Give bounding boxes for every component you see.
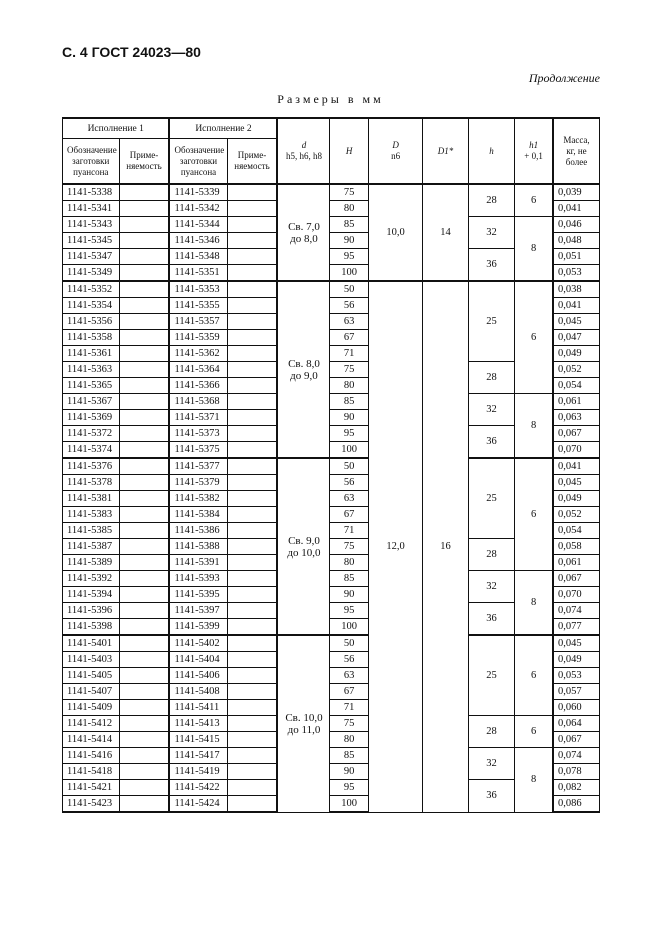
mass-cell: 0,057 (553, 684, 600, 700)
header-h1 (515, 118, 553, 184)
h1-cell: 6 (515, 716, 553, 748)
header-d (277, 118, 329, 184)
mass-cell: 0,067 (553, 571, 600, 587)
mass-cell: 0,054 (553, 523, 600, 539)
designation-1-cell: 1141-5341 (63, 201, 120, 217)
mass-cell: 0,070 (553, 442, 600, 459)
applicability-2-cell (227, 587, 277, 603)
designation-1-cell: 1141-5423 (63, 796, 120, 813)
header-D (368, 118, 423, 184)
mass-cell: 0,045 (553, 475, 600, 491)
mass-cell: 0,077 (553, 619, 600, 636)
applicability-1-cell (119, 539, 169, 555)
designation-1-cell: 1141-5401 (63, 635, 120, 652)
applicability-2-cell (227, 394, 277, 410)
applicability-2-cell (227, 458, 277, 475)
designation-1-cell: 1141-5389 (63, 555, 120, 571)
mass-cell: 0,052 (553, 507, 600, 523)
designation-1-cell: 1141-5349 (63, 265, 120, 282)
designation-2-cell: 1141-5359 (169, 330, 227, 346)
designation-1-cell: 1141-5405 (63, 668, 120, 684)
H-cell: 80 (330, 201, 368, 217)
designation-2-cell: 1141-5388 (169, 539, 227, 555)
D-cell: 12,0 (368, 281, 423, 812)
designation-2-cell: 1141-5386 (169, 523, 227, 539)
h-cell: 25 (468, 635, 514, 716)
designation-1-cell: 1141-5358 (63, 330, 120, 346)
D-cell: 10,0 (368, 184, 423, 281)
H-cell: 63 (330, 314, 368, 330)
designation-2-cell: 1141-5399 (169, 619, 227, 636)
H-cell: 85 (330, 748, 368, 764)
applicability-2-cell (227, 426, 277, 442)
table-row (63, 394, 600, 410)
mass-cell: 0,064 (553, 716, 600, 732)
h1-cell: 8 (515, 217, 553, 282)
mass-cell: 0,046 (553, 217, 600, 233)
designation-2-cell: 1141-5373 (169, 426, 227, 442)
h-cell: 28 (468, 716, 514, 748)
H-cell: 90 (330, 410, 368, 426)
applicability-2-cell (227, 523, 277, 539)
mass-cell: 0,060 (553, 700, 600, 716)
h-cell: 32 (468, 571, 514, 603)
applicability-1-cell (119, 330, 169, 346)
mass-cell: 0,049 (553, 346, 600, 362)
designation-1-cell: 1141-5412 (63, 716, 120, 732)
applicability-1-cell (119, 764, 169, 780)
table-caption: Размеры в мм (277, 92, 384, 106)
applicability-2-cell (227, 603, 277, 619)
h-cell: 28 (468, 539, 514, 571)
applicability-1-cell (119, 587, 169, 603)
d-range-cell: Св. 9,0 до 10,0 (277, 458, 329, 635)
h-cell: 36 (468, 603, 514, 636)
d-range-cell: Св. 7,0 до 8,0 (277, 184, 329, 281)
designation-1-cell: 1141-5385 (63, 523, 120, 539)
designation-2-cell: 1141-5366 (169, 378, 227, 394)
header-primenyaemost-1: Приме- няемость (119, 139, 169, 185)
H-cell: 75 (330, 362, 368, 378)
h1-cell: 8 (515, 748, 553, 813)
header-d-tolerance: h5, h6, h8 (285, 151, 322, 161)
H-cell: 71 (330, 700, 368, 716)
mass-cell: 0,058 (553, 539, 600, 555)
H-cell: 50 (330, 281, 368, 298)
designation-1-cell: 1141-5409 (63, 700, 120, 716)
header-H: H (330, 118, 368, 184)
header-massa: Масса, кг, не более (553, 118, 600, 184)
mass-cell: 0,063 (553, 410, 600, 426)
designation-1-cell: 1141-5372 (63, 426, 120, 442)
H-cell: 90 (330, 764, 368, 780)
applicability-1-cell (119, 201, 169, 217)
H-cell: 56 (330, 652, 368, 668)
applicability-2-cell (227, 442, 277, 459)
table-row (63, 281, 600, 298)
applicability-2-cell (227, 764, 277, 780)
designation-2-cell: 1141-5395 (169, 587, 227, 603)
applicability-1-cell (119, 555, 169, 571)
applicability-1-cell (119, 700, 169, 716)
applicability-1-cell (119, 265, 169, 282)
applicability-1-cell (119, 233, 169, 249)
designation-2-cell: 1141-5419 (169, 764, 227, 780)
H-cell: 100 (330, 619, 368, 636)
applicability-1-cell (119, 217, 169, 233)
applicability-2-cell (227, 475, 277, 491)
designation-1-cell: 1141-5421 (63, 780, 120, 796)
mass-cell: 0,049 (553, 652, 600, 668)
mass-cell: 0,051 (553, 249, 600, 265)
designation-2-cell: 1141-5362 (169, 346, 227, 362)
H-cell: 50 (330, 458, 368, 475)
designation-1-cell: 1141-5345 (63, 233, 120, 249)
designation-2-cell: 1141-5379 (169, 475, 227, 491)
applicability-2-cell (227, 652, 277, 668)
h1-cell: 6 (515, 458, 553, 571)
h1-cell: 6 (515, 184, 553, 217)
h-cell: 25 (468, 458, 514, 539)
applicability-2-cell (227, 330, 277, 346)
H-cell: 95 (330, 426, 368, 442)
mass-cell: 0,045 (553, 314, 600, 330)
applicability-1-cell (119, 394, 169, 410)
designation-1-cell: 1141-5343 (63, 217, 120, 233)
H-cell: 75 (330, 716, 368, 732)
mass-cell: 0,078 (553, 764, 600, 780)
applicability-2-cell (227, 346, 277, 362)
applicability-2-cell (227, 555, 277, 571)
h1-cell: 6 (515, 635, 553, 716)
applicability-2-cell (227, 378, 277, 394)
designation-1-cell: 1141-5398 (63, 619, 120, 636)
h-cell: 32 (468, 217, 514, 249)
applicability-1-cell (119, 442, 169, 459)
H-cell: 67 (330, 684, 368, 700)
H-cell: 67 (330, 330, 368, 346)
mass-cell: 0,039 (553, 184, 600, 201)
D1-cell: 16 (423, 281, 468, 812)
table-row (63, 716, 600, 732)
designation-1-cell: 1141-5367 (63, 394, 120, 410)
designation-2-cell: 1141-5377 (169, 458, 227, 475)
designation-2-cell: 1141-5371 (169, 410, 227, 426)
mass-cell: 0,052 (553, 362, 600, 378)
d-range-cell: Св. 8,0 до 9,0 (277, 281, 329, 458)
designation-1-cell: 1141-5383 (63, 507, 120, 523)
H-cell: 63 (330, 668, 368, 684)
applicability-2-cell (227, 619, 277, 636)
mass-cell: 0,045 (553, 635, 600, 652)
applicability-1-cell (119, 426, 169, 442)
H-cell: 67 (330, 507, 368, 523)
applicability-2-cell (227, 684, 277, 700)
designation-2-cell: 1141-5344 (169, 217, 227, 233)
applicability-2-cell (227, 700, 277, 716)
applicability-1-cell (119, 507, 169, 523)
table-row (63, 635, 600, 652)
h-cell: 32 (468, 748, 514, 780)
applicability-2-cell (227, 249, 277, 265)
H-cell: 95 (330, 249, 368, 265)
applicability-1-cell (119, 378, 169, 394)
applicability-1-cell (119, 410, 169, 426)
applicability-1-cell (119, 249, 169, 265)
applicability-1-cell (119, 298, 169, 314)
H-cell: 85 (330, 394, 368, 410)
h-cell: 36 (468, 426, 514, 459)
header-D-tolerance: n6 (391, 151, 401, 161)
designation-1-cell: 1141-5403 (63, 652, 120, 668)
H-cell: 80 (330, 378, 368, 394)
designation-2-cell: 1141-5397 (169, 603, 227, 619)
designation-1-cell: 1141-5338 (63, 184, 120, 201)
mass-cell: 0,049 (553, 491, 600, 507)
designation-1-cell: 1141-5365 (63, 378, 120, 394)
applicability-1-cell (119, 314, 169, 330)
applicability-1-cell (119, 748, 169, 764)
mass-cell: 0,061 (553, 555, 600, 571)
mass-cell: 0,053 (553, 668, 600, 684)
applicability-1-cell (119, 184, 169, 201)
table-row (63, 571, 600, 587)
mass-cell: 0,053 (553, 265, 600, 282)
designation-2-cell: 1141-5417 (169, 748, 227, 764)
designation-2-cell: 1141-5402 (169, 635, 227, 652)
H-cell: 100 (330, 265, 368, 282)
applicability-2-cell (227, 314, 277, 330)
H-cell: 95 (330, 780, 368, 796)
header-primenyaemost-2: Приме- няемость (227, 139, 277, 185)
applicability-2-cell (227, 217, 277, 233)
applicability-1-cell (119, 491, 169, 507)
mass-cell: 0,041 (553, 298, 600, 314)
designation-2-cell: 1141-5342 (169, 201, 227, 217)
H-cell: 100 (330, 796, 368, 813)
d-range-cell: Св. 10,0 до 11,0 (277, 635, 329, 812)
page-header: С. 4 ГОСТ 24023—80 (62, 44, 201, 60)
mass-cell: 0,048 (553, 233, 600, 249)
mass-cell: 0,074 (553, 603, 600, 619)
applicability-1-cell (119, 362, 169, 378)
h-cell: 25 (468, 281, 514, 362)
h-cell: 36 (468, 249, 514, 282)
mass-cell: 0,054 (553, 378, 600, 394)
header-oboznachenie-1: Обозначение заготовки пуансона (63, 139, 120, 185)
H-cell: 71 (330, 346, 368, 362)
continuation-label: Продолжение (528, 71, 600, 85)
designation-1-cell: 1141-5378 (63, 475, 120, 491)
applicability-2-cell (227, 281, 277, 298)
H-cell: 56 (330, 298, 368, 314)
applicability-1-cell (119, 458, 169, 475)
mass-cell: 0,067 (553, 732, 600, 748)
h1-cell: 8 (515, 571, 553, 636)
designation-1-cell: 1141-5363 (63, 362, 120, 378)
applicability-1-cell (119, 603, 169, 619)
h-cell: 32 (468, 394, 514, 426)
applicability-2-cell (227, 298, 277, 314)
H-cell: 90 (330, 587, 368, 603)
designation-1-cell: 1141-5381 (63, 491, 120, 507)
designation-2-cell: 1141-5357 (169, 314, 227, 330)
header-ispolnenie-1: Исполнение 1 (63, 118, 170, 139)
applicability-2-cell (227, 491, 277, 507)
H-cell: 71 (330, 523, 368, 539)
designation-1-cell: 1141-5418 (63, 764, 120, 780)
H-cell: 56 (330, 475, 368, 491)
designation-2-cell: 1141-5424 (169, 796, 227, 813)
h-cell: 36 (468, 780, 514, 813)
h1-cell: 8 (515, 394, 553, 459)
mass-cell: 0,082 (553, 780, 600, 796)
designation-2-cell: 1141-5351 (169, 265, 227, 282)
designation-1-cell: 1141-5394 (63, 587, 120, 603)
applicability-1-cell (119, 475, 169, 491)
applicability-2-cell (227, 201, 277, 217)
h-cell: 28 (468, 184, 514, 217)
h1-cell: 6 (515, 281, 553, 394)
mass-cell: 0,067 (553, 426, 600, 442)
designation-2-cell: 1141-5346 (169, 233, 227, 249)
designation-2-cell: 1141-5404 (169, 652, 227, 668)
mass-cell: 0,074 (553, 748, 600, 764)
designation-1-cell: 1141-5392 (63, 571, 120, 587)
designation-1-cell: 1141-5396 (63, 603, 120, 619)
applicability-2-cell (227, 410, 277, 426)
designation-1-cell: 1141-5376 (63, 458, 120, 475)
designation-2-cell: 1141-5411 (169, 700, 227, 716)
designation-1-cell: 1141-5407 (63, 684, 120, 700)
applicability-2-cell (227, 539, 277, 555)
header-d-symbol: d (301, 140, 307, 150)
h-cell: 28 (468, 362, 514, 394)
mass-cell: 0,086 (553, 796, 600, 813)
mass-cell: 0,038 (553, 281, 600, 298)
table-row (63, 217, 600, 233)
applicability-1-cell (119, 716, 169, 732)
applicability-2-cell (227, 780, 277, 796)
applicability-2-cell (227, 635, 277, 652)
H-cell: 50 (330, 635, 368, 652)
applicability-2-cell (227, 748, 277, 764)
applicability-2-cell (227, 571, 277, 587)
designation-1-cell: 1141-5414 (63, 732, 120, 748)
H-cell: 80 (330, 732, 368, 748)
mass-cell: 0,061 (553, 394, 600, 410)
dimensions-table (62, 117, 600, 813)
designation-1-cell: 1141-5387 (63, 539, 120, 555)
designation-1-cell: 1141-5374 (63, 442, 120, 459)
designation-1-cell: 1141-5347 (63, 249, 120, 265)
H-cell: 75 (330, 184, 368, 201)
designation-2-cell: 1141-5422 (169, 780, 227, 796)
applicability-2-cell (227, 362, 277, 378)
applicability-1-cell (119, 281, 169, 298)
applicability-1-cell (119, 796, 169, 813)
table-row (63, 458, 600, 475)
designation-2-cell: 1141-5406 (169, 668, 227, 684)
applicability-1-cell (119, 346, 169, 362)
designation-1-cell: 1141-5352 (63, 281, 120, 298)
designation-1-cell: 1141-5416 (63, 748, 120, 764)
applicability-1-cell (119, 523, 169, 539)
applicability-1-cell (119, 619, 169, 636)
H-cell: 75 (330, 539, 368, 555)
header-D-symbol: D (392, 140, 399, 150)
applicability-1-cell (119, 571, 169, 587)
header-h: h (468, 118, 514, 184)
applicability-1-cell (119, 635, 169, 652)
header-h1-symbol: h1 (529, 140, 539, 150)
table-row (63, 748, 600, 764)
designation-2-cell: 1141-5375 (169, 442, 227, 459)
mass-cell: 0,047 (553, 330, 600, 346)
header-oboznachenie-2: Обозначение заготовки пуансона (169, 139, 227, 185)
designation-2-cell: 1141-5368 (169, 394, 227, 410)
designation-2-cell: 1141-5364 (169, 362, 227, 378)
H-cell: 100 (330, 442, 368, 459)
designation-2-cell: 1141-5353 (169, 281, 227, 298)
H-cell: 95 (330, 603, 368, 619)
H-cell: 90 (330, 233, 368, 249)
designation-2-cell: 1141-5408 (169, 684, 227, 700)
applicability-1-cell (119, 668, 169, 684)
applicability-1-cell (119, 684, 169, 700)
H-cell: 85 (330, 571, 368, 587)
designation-1-cell: 1141-5361 (63, 346, 120, 362)
designation-2-cell: 1141-5391 (169, 555, 227, 571)
designation-2-cell: 1141-5393 (169, 571, 227, 587)
designation-2-cell: 1141-5415 (169, 732, 227, 748)
applicability-2-cell (227, 668, 277, 684)
designation-2-cell: 1141-5355 (169, 298, 227, 314)
designation-2-cell: 1141-5382 (169, 491, 227, 507)
applicability-2-cell (227, 265, 277, 282)
designation-1-cell: 1141-5356 (63, 314, 120, 330)
header-h1-tolerance: + 0,1 (524, 151, 543, 161)
designation-1-cell: 1141-5369 (63, 410, 120, 426)
table-row (63, 184, 600, 201)
applicability-1-cell (119, 652, 169, 668)
applicability-2-cell (227, 796, 277, 813)
H-cell: 85 (330, 217, 368, 233)
mass-cell: 0,041 (553, 458, 600, 475)
mass-cell: 0,070 (553, 587, 600, 603)
designation-2-cell: 1141-5413 (169, 716, 227, 732)
designation-2-cell: 1141-5384 (169, 507, 227, 523)
applicability-2-cell (227, 184, 277, 201)
D1-cell: 14 (423, 184, 468, 281)
designation-2-cell: 1141-5339 (169, 184, 227, 201)
designation-2-cell: 1141-5348 (169, 249, 227, 265)
mass-cell: 0,041 (553, 201, 600, 217)
applicability-1-cell (119, 780, 169, 796)
applicability-2-cell (227, 507, 277, 523)
header-ispolnenie-2: Исполнение 2 (169, 118, 277, 139)
header-D1: D1* (423, 118, 468, 184)
H-cell: 63 (330, 491, 368, 507)
applicability-2-cell (227, 233, 277, 249)
designation-1-cell: 1141-5354 (63, 298, 120, 314)
table-body (63, 184, 600, 812)
applicability-1-cell (119, 732, 169, 748)
H-cell: 80 (330, 555, 368, 571)
applicability-2-cell (227, 716, 277, 732)
applicability-2-cell (227, 732, 277, 748)
